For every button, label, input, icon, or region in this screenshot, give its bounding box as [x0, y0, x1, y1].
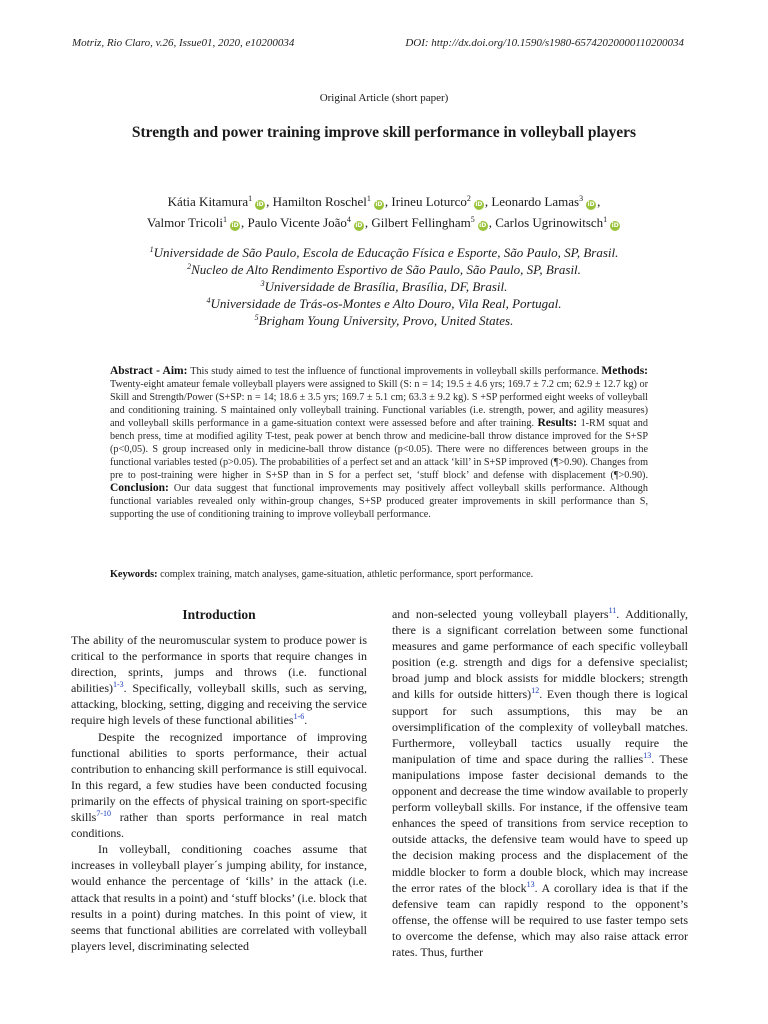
orcid-icon[interactable]: iD: [611, 222, 619, 229]
paragraph: [71, 841, 367, 954]
paragraph-text: .: [304, 713, 308, 728]
author-name: Leonardo Lamas: [491, 194, 580, 209]
affiliation-text: Universidade de São Paulo, Escola de Educação Física e Esporte, São Paulo, SP, Brasil.: [153, 245, 619, 260]
author-affil-ref: 4: [346, 215, 351, 224]
keywords-text: complex training, match analyses, game-situation, athletic performance, sport performance.: [157, 569, 534, 580]
orcid-icon[interactable]: iD: [355, 222, 363, 229]
running-header-doi[interactable]: DOI: http://dx.doi.org/10.1590/s1980-65742020000110200034: [405, 37, 684, 49]
author-affil-ref: 3: [579, 194, 584, 203]
author-name: Paulo Vicente João: [247, 215, 347, 230]
paragraph-text: . Even though there is logical support for such assumptions, this may be an oversimplification of the complexity of volleyball matches. Furthermore, volleyball tactics usually require the manipulation of time and space during the rallies: [392, 687, 688, 766]
affiliation-number: 3: [260, 279, 265, 288]
abstract-conclusion-heading: Conclusion:: [110, 482, 169, 494]
running-header-journal: Motriz, Rio Claro, v.26, Issue01, 2020, e10200034: [72, 37, 295, 49]
paragraph-text: . A corollary idea is that if the defensive team can rapidly respond to the opponent’s offense, the offense will be required to use faster tempo sets to overcome the defense, which may also raise attack error rates. Thus, further: [392, 880, 688, 959]
affiliation-number: 4: [206, 296, 211, 305]
author-affil-ref: 1: [366, 194, 371, 203]
paragraph-text: rather than sports performance in real match conditions.: [71, 810, 367, 841]
affiliation-text: Brigham Young University, Provo, United States.: [258, 313, 514, 328]
author-affil-ref: 1: [248, 194, 253, 203]
author-name: Kátia Kitamura: [167, 194, 249, 209]
orcid-icon[interactable]: iD: [375, 201, 383, 208]
abstract-aim-text: This study aimed to test the influence of functional improvements in volleyball skills performance.: [187, 366, 602, 377]
article-title: Strength and power training improve skill performance in volleyball players: [131, 124, 637, 141]
author-affil-ref: 1: [603, 215, 608, 224]
affiliation: [80, 244, 688, 261]
orcid-icon[interactable]: iD: [256, 201, 264, 208]
orcid-icon[interactable]: iD: [479, 222, 487, 229]
citation-ref[interactable]: 12: [531, 686, 540, 696]
author-name: Carlos Ugrinowitsch: [495, 215, 604, 230]
citation-ref[interactable]: 1-3: [113, 680, 124, 690]
paragraph-text: In volleyball, conditioning coaches assume that increases in volleyball player´s jumping ability, for instance, would enhance the percentage of ‘kills’ in the attack (i.e. attack that results in a point) and ‘stuff blocks’ (i.e. block that results in a point) during matches. In this point of view, it seems that functional abilities are correlated with volleyball players level, discriminating selected: [71, 842, 367, 953]
author-name: Gilbert Fellingham: [371, 215, 471, 230]
citation-ref[interactable]: 1-6: [293, 712, 305, 722]
author-name: Hamilton Roschel: [272, 194, 367, 209]
orcid-icon[interactable]: iD: [475, 201, 483, 208]
paragraph-text: The ability of the neuromuscular system to produce power is critical to the performance in sports that require changes in direction, sprints, jumps and throws (i.e. functional abilities): [71, 633, 367, 696]
section-heading-introduction: Introduction: [182, 607, 256, 622]
body-column-left: [71, 606, 367, 954]
affiliation-number: 1: [149, 245, 154, 254]
author-list: Kátia Kitamura$^1$iD , Hamilton Roschel$^1$iD , Irineu Loturco$^2$iD , Leonardo Lamas$^3$iD , Valmor Tricoli$^1$iD , Paulo Vicente João$^4$iD , Gilbert Fellingham$^5$iD , Carlos Ugrinowitsch$^1$iD: [146, 194, 619, 230]
keywords: [110, 569, 648, 580]
abstract-methods-heading: Methods:: [601, 365, 648, 377]
affiliation-number: 2: [187, 262, 192, 271]
paragraph-text: . These manipulations impose faster decisional demands to the opponent and decrease the time window available to properly perform volleyball skills. For instance, if the offensive team enhances the speed of transitions from service reception to outside attacks, the defensive team would have to speed up the decision making process and the displacement of the middle blocker to form a double block, which may increase the error rates of the block: [392, 751, 688, 895]
author-name: Irineu Loturco: [391, 194, 467, 209]
affiliation-text: Universidade de Trás-os-Montes e Alto Douro, Vila Real, Portugal.: [210, 296, 562, 311]
paragraph-text: and non-selected young volleyball players: [392, 607, 609, 621]
paragraph-text: . Additionally, there is a significant correlation between some functional measures and game performance of each specific volleyball position (e.g. strength and digs for a defensive specialist; broad jump and block assists for middle blockers; strength and kills for outside hitters): [392, 607, 688, 702]
paragraph-text: . Specifically, volleyball skills, such as serving, attacking, blocking, setting, digging and receiving the service require high levels of these functional abilities: [71, 681, 367, 728]
body-column-right: [392, 606, 688, 960]
orcid-icon[interactable]: iD: [587, 201, 595, 208]
paragraph-text: Despite the recognized importance of improving functional abilities to sports performance, their actual contribution to enhancing skill performance is still equivocal. In this regard, a few studies have been conducted focusing primarily on the effects of physical training on sport-specific skills: [71, 729, 367, 825]
citation-ref[interactable]: 11: [608, 606, 617, 615]
abstract-methods-text: Twenty-eight amateur female volleyball players were assigned to Skill (S: n = 14; 19.5 ± 4.6 yrs; 169.7 ± 7.2 cm; 62.9 ± 12.7 kg) or Skill and Strength/Power (S+SP: n = 14; 18.6 ± 3.5 yrs; 169.7 ± 5.1 cm; 63.3 ± 9.2 kg). S +SP performed eight weeks of volleyball and conditioning training. S maintained only volleyball training. Functional variables (i.e. strength, power, and agility measures) and volleyball skills performance in a game-situation context were assessed before and after training.: [110, 379, 648, 429]
abstract-results-text: 1-RM squat and bench press, time at modified agility T-test, peak power at bench throw and medicine-ball throw distance improved for the S+SP (p<0,05). S group increased only in medicine-ball throw distance (p<0.05). There were no differences between groups in the functional variables tested (p>0.05). The probabilities of a perfect set and an attack ‘kill’ in S+SP improved (¶>0.90). Changes from pre to post-training were higher in S+SP than in S for a perfect set, ‘stuff block’ and defense with displacement (¶>0.90).: [110, 418, 648, 481]
citation-ref[interactable]: 7-10: [96, 809, 112, 819]
abstract-aim-heading: Abstract - Aim:: [110, 365, 188, 377]
orcid-icon[interactable]: iD: [231, 222, 239, 229]
abstract-results-heading: Results:: [537, 417, 578, 429]
paragraph: [392, 606, 688, 960]
author-name: Valmor Tricoli: [146, 215, 224, 230]
paragraph: [71, 632, 367, 729]
citation-ref[interactable]: 13: [643, 750, 652, 760]
affiliation: [80, 261, 688, 278]
abstract: [110, 365, 648, 521]
author-affil-ref: 1: [223, 215, 228, 224]
paragraph: [71, 729, 367, 842]
citation-ref[interactable]: 13: [526, 879, 535, 889]
abstract-conclusion-text: Our data suggest that functional improvements may positively affect volleyball skills performance. Although functional variables revealed only within-group changes, S+SP produced greater improvements in skill performance than S, supporting the use of conditioning training to improve volleyball performance.: [110, 483, 648, 520]
affiliation-text: Nucleo de Alto Rendimento Esportivo de São Paulo, São Paulo, SP, Brasil.: [191, 262, 581, 277]
keywords-label: Keywords:: [110, 569, 158, 580]
affiliation: [80, 312, 688, 329]
affiliation-list: [80, 244, 688, 329]
affiliation-text: Universidade de Brasília, Brasília, DF, Brasil.: [264, 279, 508, 294]
affiliation: [80, 278, 688, 295]
author-affil-ref: 2: [466, 194, 471, 203]
affiliation: [80, 295, 688, 312]
affiliation-number: 5: [254, 313, 259, 322]
author-affil-ref: 5: [470, 215, 475, 224]
article-type: Original Article (short paper): [319, 92, 449, 104]
